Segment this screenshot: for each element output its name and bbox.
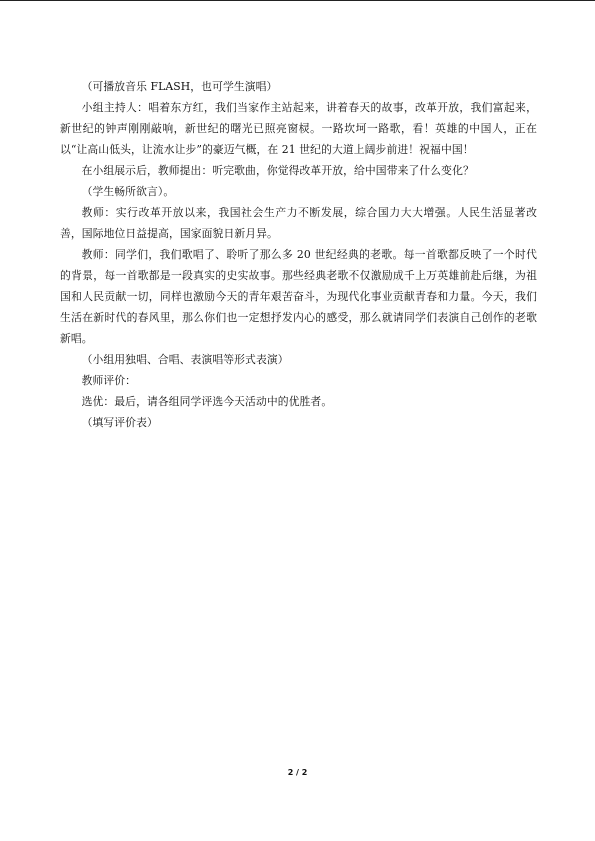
paragraph-students-discuss: （学生畅所欲言）。 — [81, 185, 175, 198]
paragraph-host-speech: 小组主持人：唱着东方红，我们当家作主站起来，讲着春天的故事，改革开放，我们富起来，新世纪的钟声刚刚敲响，新世纪的曙光已照亮窗棂。一路坎坷一路歌，看！英雄的中国人，正在以“让高山低头，让流水让步”的豪迈气概，在 21 世纪的大道上阔步前进！祝福中国！ — [60, 101, 537, 156]
paragraph-flash-note: （可播放音乐 FLASH，也可学生演唱） — [81, 80, 278, 93]
paragraph-teacher-question: 在小组展示后，教师提出：听完歌曲，你觉得改革开放，给中国带来了什么变化？ — [81, 164, 474, 177]
paragraph-fill-form: （填写评价表） — [81, 416, 158, 429]
header-rule — [0, 0, 595, 1]
paragraph-teacher-songs: 教师：同学们，我们歌唱了、聆听了那么多 20 世纪经典的老歌。每一首歌都反映了一个时代的背景，每一首歌都是一段真实的史实故事。那些经典老歌不仅激励成千上万英雄前赴后继，为祖国和人民贡献一切，同样也激励今天的青年艰苦奋斗，为现代化事业贡献青春和力量。今天，我们生活在新时代的春风里，那么你们也一定想抒发内心的感受，那么就请同学们表演自己创作的老歌新唱。 — [60, 248, 537, 345]
page-number: 2 / 2 — [287, 768, 308, 777]
paragraph-group-performance: （小组用独唱、合唱、表演唱等形式表演） — [81, 353, 289, 366]
paragraph-teacher-evaluation: 教师评价： — [81, 374, 137, 387]
document-body — [60, 76, 537, 433]
paragraph-select-winner: 选优：最后，请各组同学评选今天活动中的优胜者。 — [81, 395, 333, 408]
paragraph-teacher-reform: 教师：实行改革开放以来，我国社会生产力不断发展，综合国力大大增强。人民生活显著改善，国际地位日益提高，国家面貌日新月异。 — [60, 206, 537, 240]
